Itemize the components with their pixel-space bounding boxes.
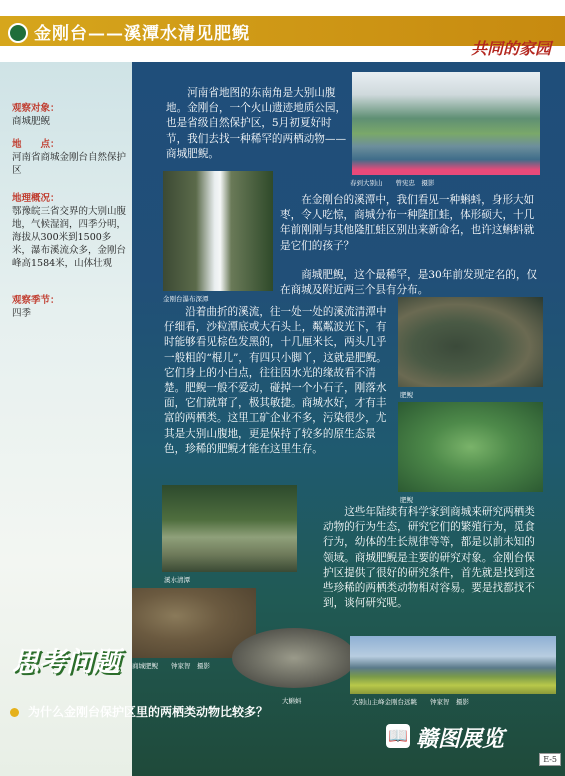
caption-salamander-1: 肥鲵 [400,391,413,399]
caption-stream: 溪水清潭 [164,576,190,584]
caption-waterfall: 金刚台瀑布深潭 [163,295,209,303]
paragraph-salamander-detail: 沿着曲折的溪流，往一处一处的溪流清潭中仔细看，沙粒潭底或大石头上，粼粼波光下，有时能够看见棕色发黑的，十几厘米长，两头几乎一般粗的“棍儿”，有四只小脚丫，这就是肥鲵。它们身上的小白点，往往因水光的缘故看不清楚。肥鲵一般不爱动，碰掉一个小石子，刚落水面，它们就窜了，极其敏捷。商城水好，才有丰富的两栖类。这里工矿企业不多，污染很少，尤其是大别山腹地，更是保持了较多的原生态景色，珍稀的肥鲵才能在这里生存。 [164,306,387,455]
paragraph-research: 这些年陆续有科学家到商城来研究两栖类动物的行为生态，研究它们的繁殖行为，觅食行为，幼体的生长规律等等，都是以前未知的领域。商城肥鲵是主要的研究对象。金刚台保护区提供了很好的研究条件，首先就是找到这些珍稀的两栖类动物相对容易。要是找都找不到，谈何研究呢。 [323,506,535,610]
caption-spring: 春到大别山 曾宪忠 摄影 [350,179,435,187]
tadpole-photo [232,628,356,688]
page-number: E-5 [539,753,561,766]
place-label: 地 点： [12,139,60,150]
geo-value: 鄂豫皖三省交界的大别山腹地，气候湿润，四季分明，海拔从300米到1500多米，瀑布溪流众多，金刚台峰高1584米，山体壮观 [12,206,127,269]
season-label: 观察季节： [12,295,60,306]
page-subtitle: 共同的家园 [470,39,551,58]
bullet-icon [10,708,19,717]
caption-shangcheng: 商城肥鲵 钟家智 摄影 [132,662,210,670]
target-block [12,102,126,128]
salamander-photo-1 [398,297,543,387]
logo [386,720,546,754]
target-value: 商城肥鲵 [12,116,51,127]
paragraph-intro: 河南省地图的东南角是大别山腹地。金刚台，一个火山遗迹地质公园，也是省级自然保护区，5月初夏好时节，我们去找一种稀罕的两栖动物——商城肥鲵。 [166,87,347,160]
spring-mountain-photo [352,72,540,175]
geo-label: 地理概况： [12,193,60,204]
paragraph-tadpole: 在金刚台的溪潭中，我们看见一种蝌蚪，身形大如枣，令人吃惊，商城分布一种隆肛蛙，体形硕大，十几年前刚刚与其他隆肛蛙区别出来新命名，也许这蝌蚪就是它们的孩子？ [280,194,535,252]
season-value: 四季 [12,308,32,319]
caption-salamander-2: 肥鲵 [400,496,413,504]
target-label: 观察对象： [12,103,60,114]
salamander-photo-2 [398,402,543,492]
caption-tadpole: 大蝌蚪 [282,697,302,705]
page-header [0,0,565,62]
think-question: 为什么金刚台保护区里的两栖类动物比较多？ [28,705,269,719]
circle-icon [8,23,28,43]
page-title: 金刚台——溪潭水清见肥鲵 [34,24,250,44]
caption-range: 大别山主峰金刚台远眺 钟家智 摄影 [352,698,469,706]
place-block [12,138,126,177]
stream-pool-photo [162,485,297,572]
book-icon: 📖 [386,724,410,748]
jingangtai-range-photo [350,636,556,694]
paragraph-salamander-intro: 商城肥鲵，这个最稀罕，是30年前发现定名的，仅在商城及附近两三个县有分布。 [280,269,538,297]
think-title: 思考问题 [12,647,120,678]
geo-block [12,192,126,270]
logo-text: 赣图展览 [416,726,505,752]
waterfall-photo [163,171,273,291]
season-block [12,294,126,320]
place-value: 河南省商城金刚台自然保护区 [12,152,127,176]
